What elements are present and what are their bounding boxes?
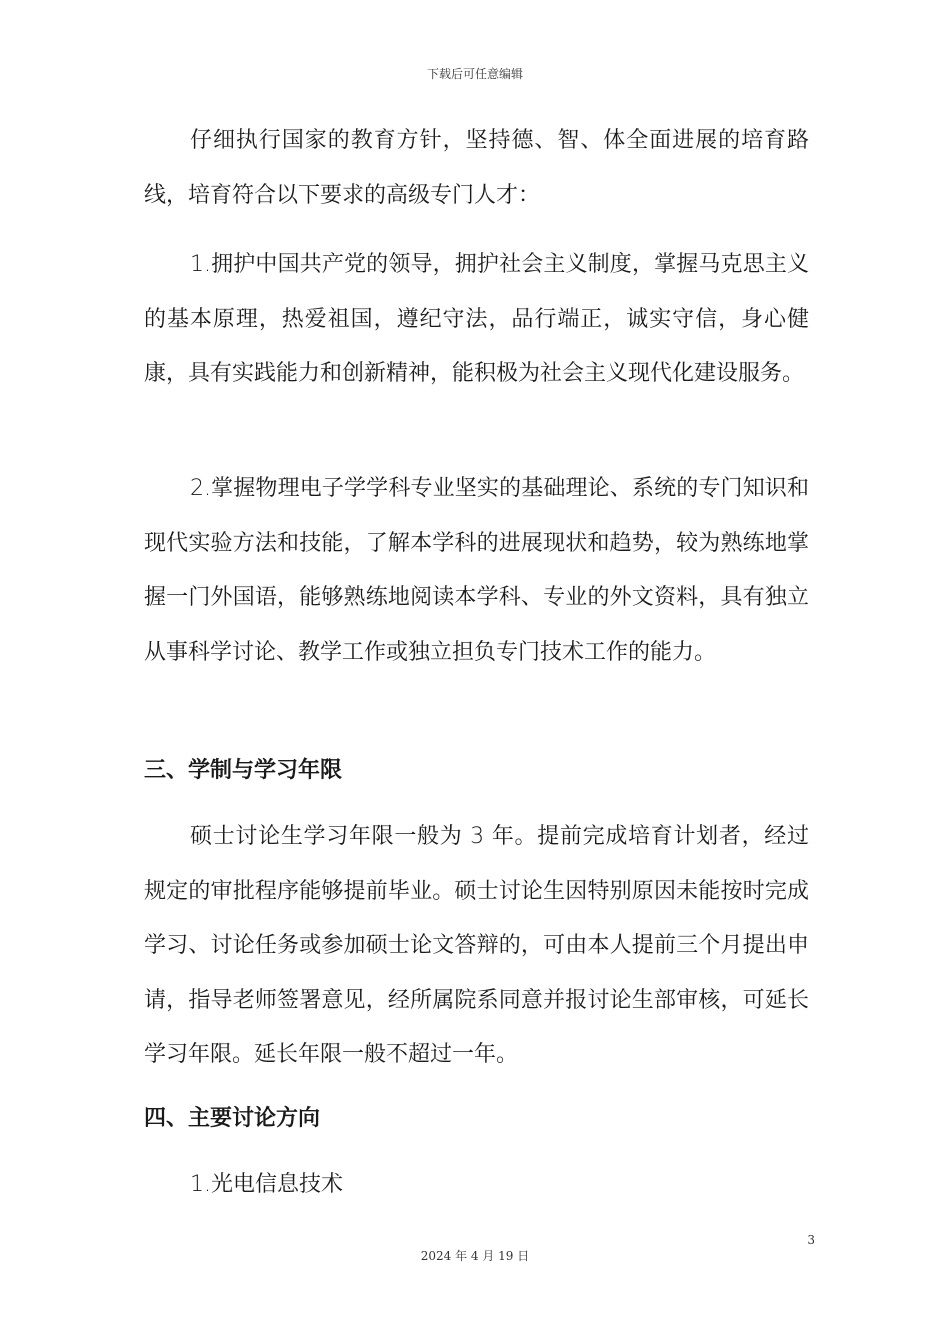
paragraph-study-duration: 硕士讨论生学习年限一般为 3 年。提前完成培育计划者，经过规定的审批程序能够提前毕业。硕士讨论生因特别原因未能按时完成学习、讨论任务或参加硕士论文答辩的，可由本人提前三个月提出申请，指导老师签署意见，经所属院系同意并报讨论生部审核，可延长学习年限。延长年限一般不超过一年。 [144,824,809,1067]
body-section-3 [144,462,809,680]
page-number: 3 [807,1233,815,1247]
paragraph-training-goal: 仔细执行国家的教育方针，坚持德、智、体全面进展的培育路线，培育符合以下要求的高级专门人才： [144,128,809,208]
section-heading-4: 四、主要讨论方向 [144,1106,321,1131]
paragraph-requirement-2: 2.掌握物理电子学学科专业坚实的基础理论、系统的专门知识和现代实验方法和技能，了解本学科的进展现状和趋势，较为熟练地掌握一门外国语，能够熟练地阅读本学科、专业的外文资料，具有独立从事科学讨论、教学工作或独立担负专门技术工作的能力。 [144,476,809,665]
body-section-2 [144,238,809,402]
paragraph-requirement-1: 1.拥护中国共产党的领导，拥护社会主义制度，掌握马克思主义的基本原理，热爱祖国，遵纪守法，品行端正，诚实守信，身心健康，具有实践能力和创新精神，能积极为社会主义现代化建设服务。 [144,252,809,386]
research-direction-item: 1.光电信息技术 [190,1172,343,1197]
page-header: 下载后可任意编辑 [426,67,523,81]
body-section-4 [144,810,809,1083]
page-footer-date: 2024 年 4 月 19 日 [420,1249,530,1263]
body-section-1 [144,114,809,223]
section-heading-3: 三、学制与学习年限 [144,758,343,783]
